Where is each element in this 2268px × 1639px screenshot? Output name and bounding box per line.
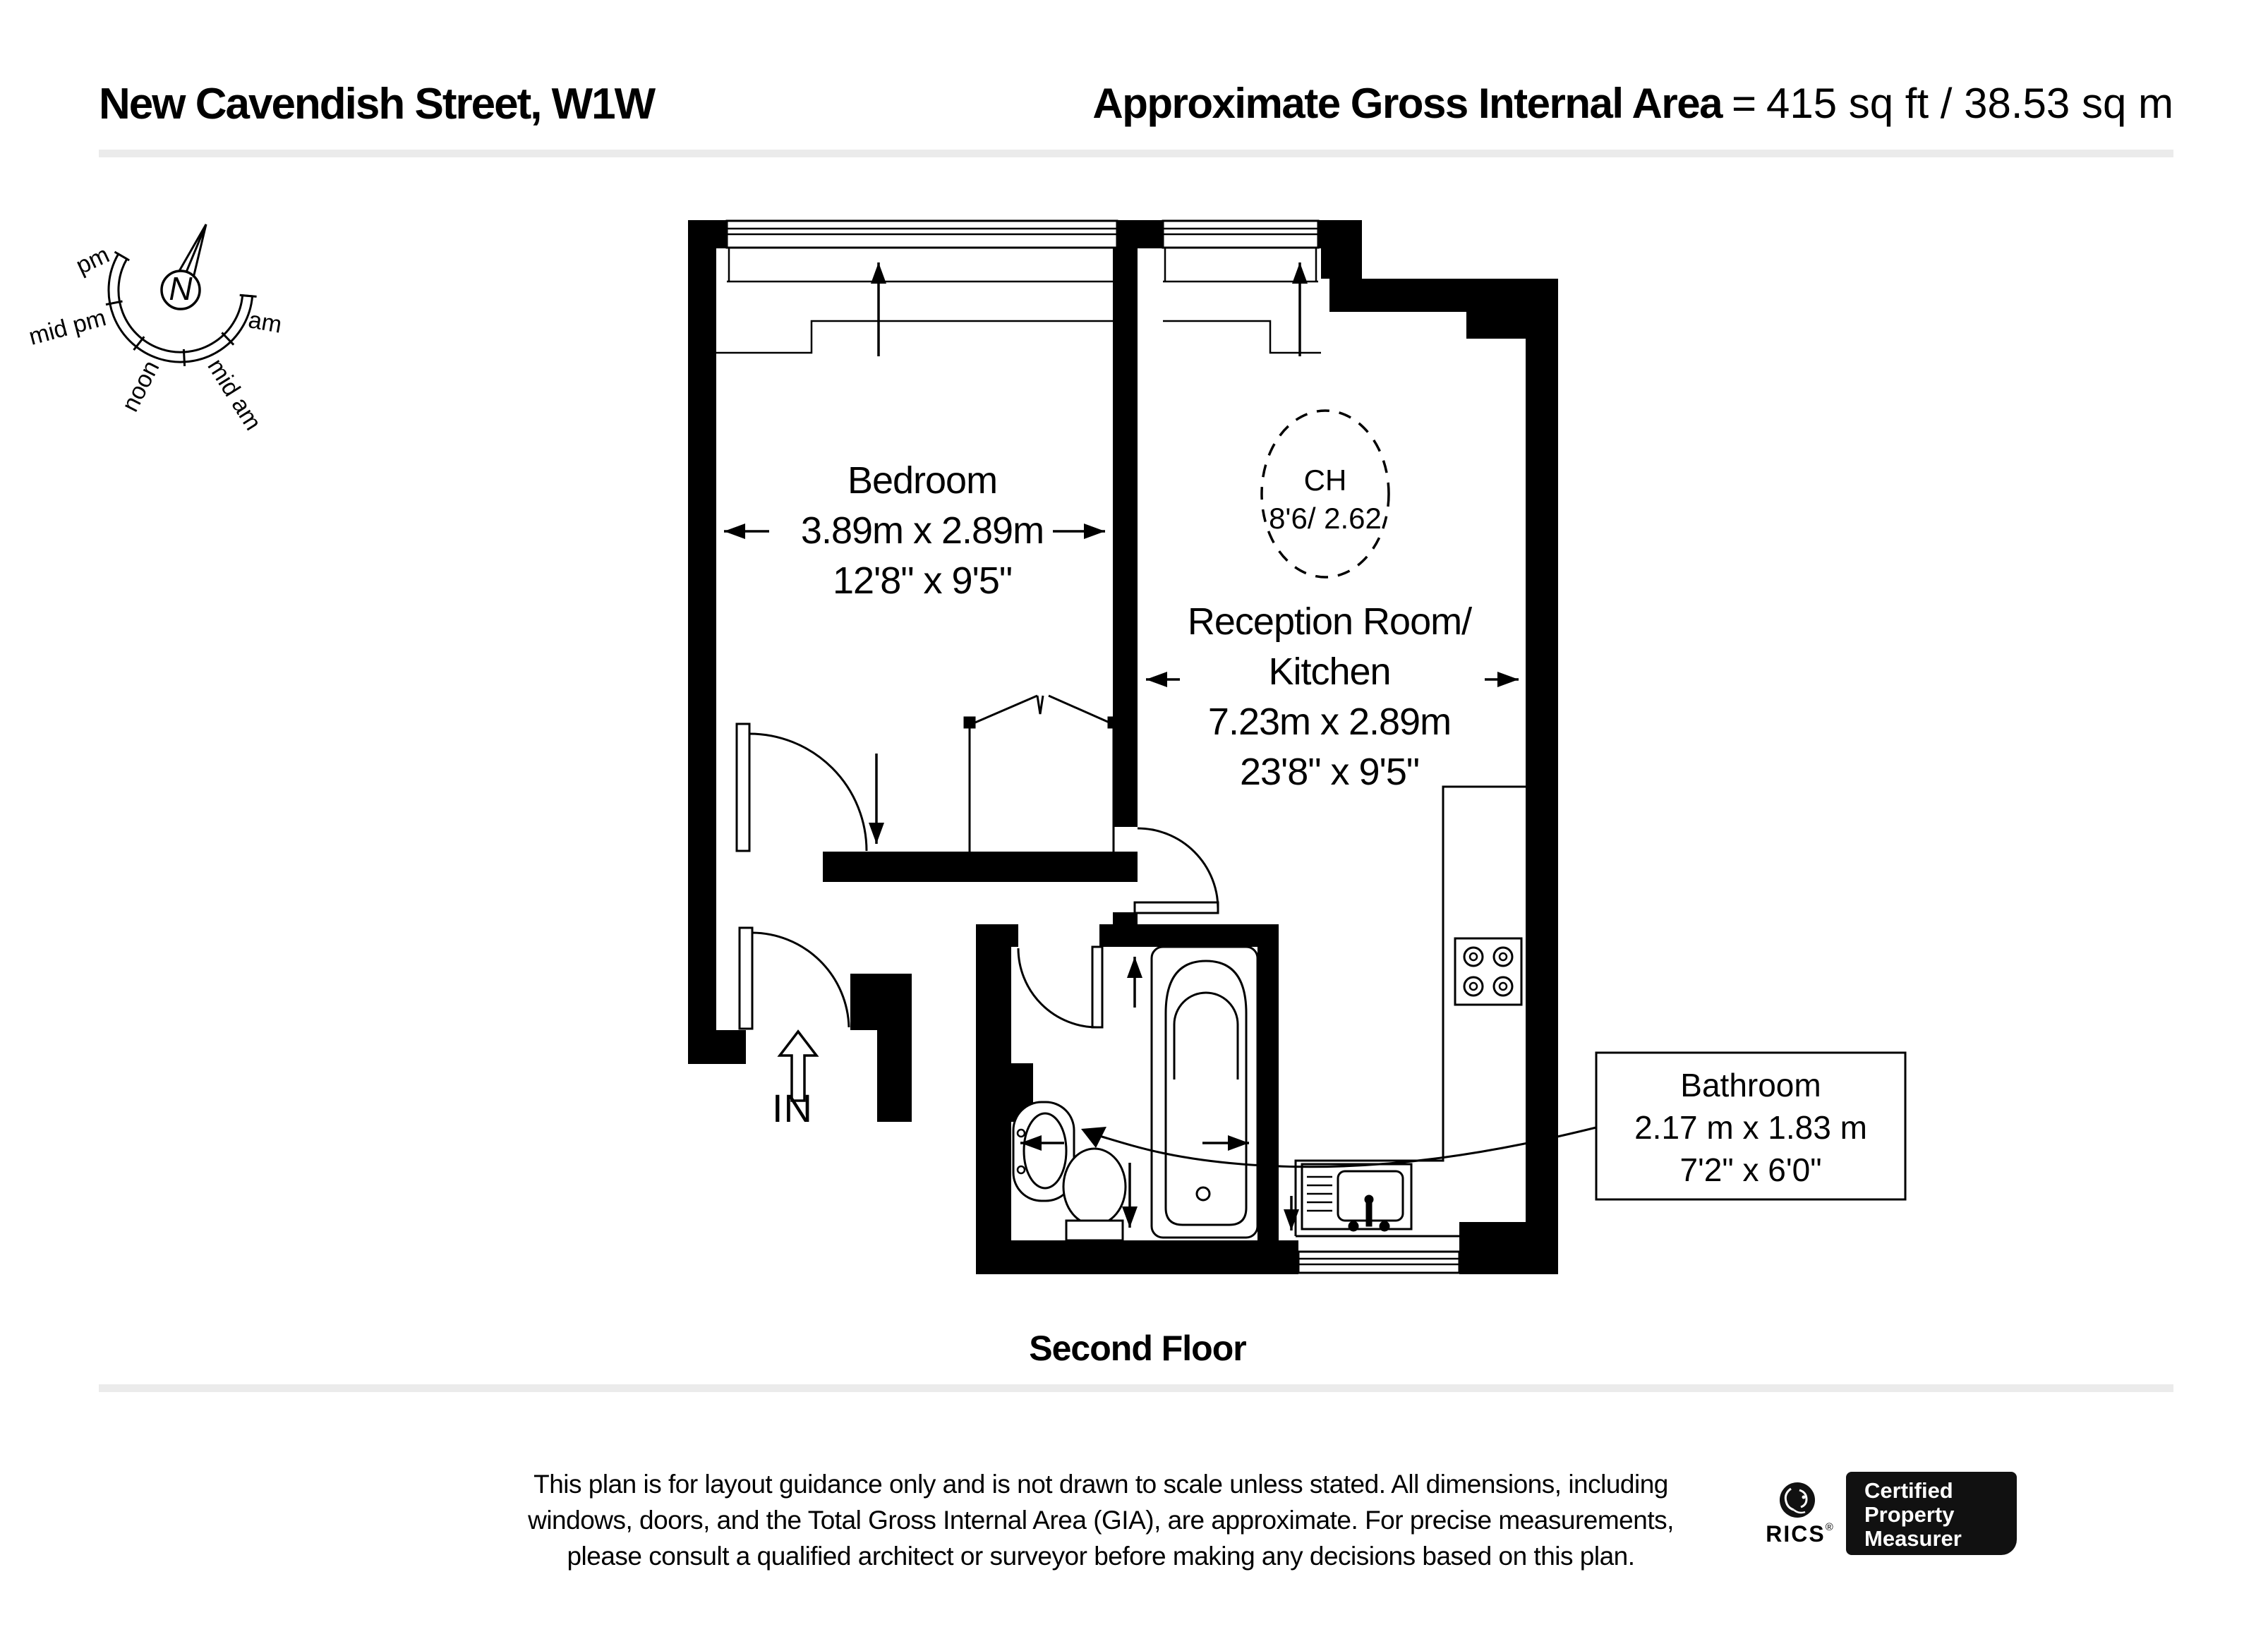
reception-dimensions-imperial: 23'8" x 9'5" [1239,751,1420,793]
badge-line2: Property [1864,1502,1955,1527]
rics-logo-icon [1780,1482,1815,1518]
bedroom-dimensions-metric: 3.89m x 2.89m [800,509,1044,552]
entry-door [740,928,849,1029]
compass-label-mid-am: mid am [202,353,267,435]
reception-label [1118,597,1541,797]
disclaimer-line3: please consult a qualified architect or surveyor before making any decisions based on this plan. [567,1542,1635,1571]
compass-label-pm: pm [71,241,114,280]
reception-window [1163,221,1321,353]
area-value: 415 sq ft / 38.53 sq m [1766,80,2173,127]
badge-line1: Certified [1864,1478,1953,1503]
bathroom-door [1018,947,1102,1027]
toilet [1063,1149,1126,1240]
disclaimer-text [428,1466,1773,1574]
rics-wordmark [1761,1521,1838,1547]
reception-dimensions-metric: 7.23m x 2.89m [1207,701,1452,743]
area-label: Approximate Gross Internal Area [1092,80,1722,127]
footer-divider [99,1384,2173,1392]
kitchen-window [1298,1252,1459,1273]
header-divider [99,150,2173,157]
rics-label: RICS [1766,1521,1826,1547]
reception-name-line2: Kitchen [1268,651,1391,693]
bedroom-window [716,221,1117,353]
bedroom-name: Bedroom [847,459,998,502]
ceiling-height-abbr: CH [1303,464,1347,497]
disclaimer-line2: windows, doors, and the Total Gross Internal Area (GIA), are approximate. For precise measurements, [528,1506,1674,1535]
kitchen-sink [1302,1164,1411,1231]
certified-property-measurer-badge [1846,1472,2017,1555]
ceiling-height-value: 8'6/ 2.62 [1269,502,1382,535]
disclaimer-line1: This plan is for layout guidance only and is not drawn to scale unless stated. All dimensions, including [533,1470,1668,1499]
floor-name: Second Floor [1029,1329,1246,1368]
bathtub [1152,947,1257,1238]
registered-mark: ® [1825,1521,1833,1533]
page-title-address: New Cavendish Street, W1W [99,80,655,128]
compass-north-label: N [169,270,193,307]
closet [964,696,1119,852]
hob [1455,938,1521,1005]
bedroom-door [737,724,867,851]
ceiling-height-label [1255,461,1396,538]
bedroom-dimensions-imperial: 12'8" x 9'5" [832,560,1013,602]
bathroom-dimensions-imperial: 7'2" x 6'0" [1679,1151,1822,1188]
bathroom-dimensions-metric: 2.17 m x 1.83 m [1634,1109,1867,1146]
badge-line3: Measurer [1864,1526,1962,1551]
gross-internal-area [1092,79,2173,128]
bathroom-name: Bathroom [1680,1067,1821,1103]
bathroom-label [1596,1064,1905,1191]
equals-sign: = [1731,80,1756,127]
compass-label-mid-pm: mid pm [25,304,109,351]
compass-label-am: am [246,306,284,339]
bedroom-label [711,456,1134,606]
entrance-label: IN [772,1086,813,1130]
reception-door [1135,828,1218,913]
compass-label-noon: noon [116,356,165,416]
reception-name-line1: Reception Room/ [1187,600,1472,643]
